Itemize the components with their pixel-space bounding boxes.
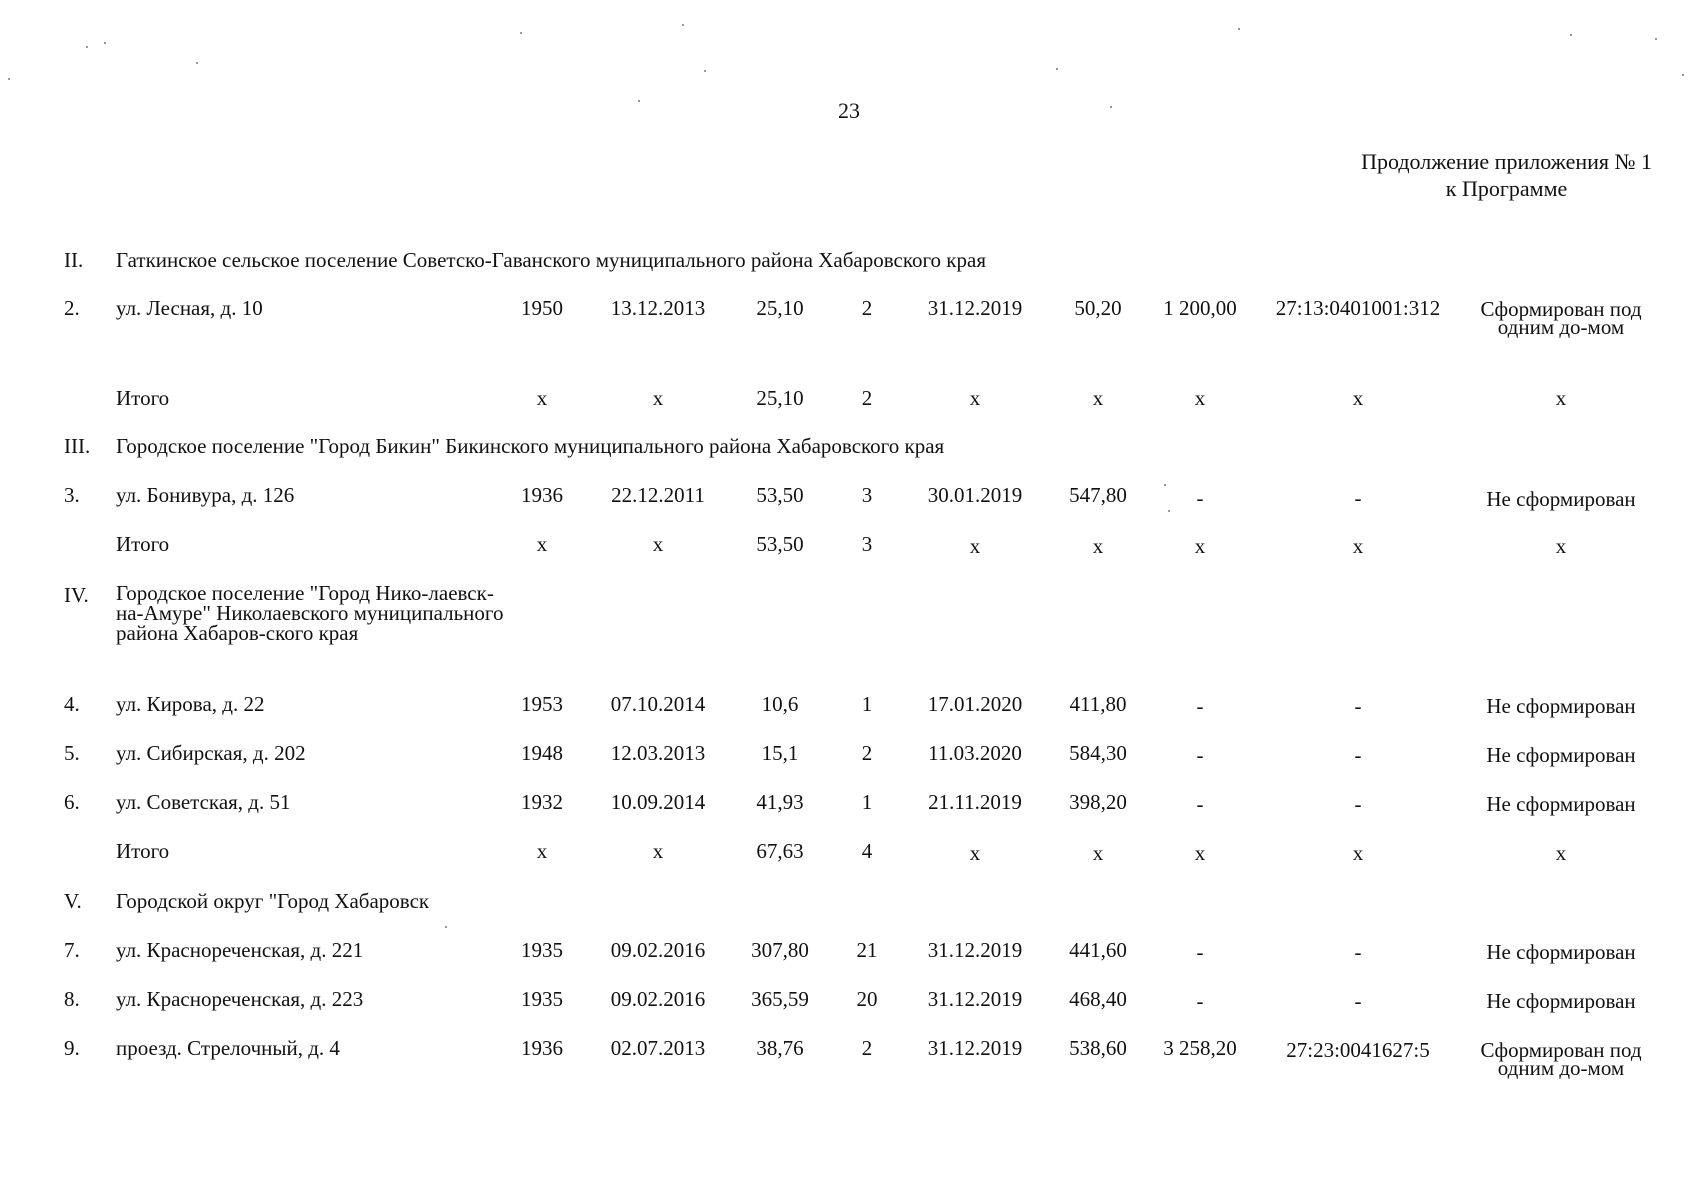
row-land-status: Сформирован под одним до-мом (1480, 1038, 1642, 1080)
row-address: ул. Сибирская, д. 202 (116, 741, 306, 765)
scan-speck (104, 42, 106, 44)
row-year: 1935 (521, 938, 563, 962)
total-residents: 3 (861, 532, 873, 556)
row-residents: 1 (861, 692, 873, 716)
scan-speck (1570, 34, 1572, 36)
row-address: ул. Советская, д. 51 (116, 790, 291, 814)
row-residents: 2 (861, 1036, 873, 1060)
scan-speck (520, 32, 522, 34)
total-cost: x (1092, 841, 1104, 865)
row-address: ул. Бонивура, д. 126 (116, 483, 295, 507)
total-cadastre-number: x (1352, 534, 1364, 558)
row-land-status: Не сформирован (1486, 940, 1636, 964)
total-cost: x (1092, 534, 1104, 558)
row-land-area: - (1196, 989, 1204, 1013)
total-residents: 2 (861, 386, 873, 410)
row-recognition-date: 22.12.2011 (611, 483, 705, 507)
row-number: 4. (64, 692, 80, 716)
row-recognition-date: 09.02.2016 (610, 938, 706, 962)
section-title: Гаткинское сельское поселение Советско-Гаванского муниципального района Хабаровского края (116, 248, 986, 272)
row-resettlement-date: 11.03.2020 (928, 741, 1022, 765)
section-number: II. (64, 248, 84, 272)
row-residents: 2 (861, 741, 873, 765)
row-cadastre-number: - (1354, 694, 1362, 718)
row-land-status: Сформирован под одним до-мом (1480, 297, 1642, 339)
total-year: x (536, 839, 548, 863)
row-residents: 1 (861, 790, 873, 814)
scan-speck (1110, 106, 1112, 108)
total-area: 53,50 (756, 532, 804, 556)
total-land-area: x (1194, 534, 1206, 558)
page-number: 23 (838, 98, 860, 123)
section-number: V. (64, 889, 82, 913)
total-area: 25,10 (756, 386, 804, 410)
section-title: Городское поселение "Город Бикин" Бикинского муниципального района Хабаровского края (116, 434, 945, 458)
row-number: 3. (64, 483, 80, 507)
appendix-line-1: Продолжение приложения № 1 (1361, 149, 1652, 174)
total-label: Итого (116, 839, 170, 863)
total-year: x (536, 532, 548, 556)
row-land-area: - (1196, 743, 1204, 767)
total-resettlement-date: x (969, 841, 981, 865)
row-land-area: - (1196, 694, 1204, 718)
total-recognition-date: x (652, 839, 664, 863)
total-year: x (536, 386, 548, 410)
row-land-status: Не сформирован (1486, 792, 1636, 816)
row-number: 2. (64, 296, 80, 320)
row-residents: 20 (856, 987, 878, 1011)
row-land-area: - (1196, 486, 1204, 510)
scan-speck (445, 926, 447, 928)
total-label: Итого (116, 532, 170, 556)
scan-speck (1682, 74, 1684, 76)
row-resettlement-date: 31.12.2019 (927, 296, 1023, 320)
row-address: ул. Кирова, д. 22 (116, 692, 265, 716)
section-title: Городской округ "Город Хабаровск (116, 889, 430, 913)
row-area: 365,59 (751, 987, 809, 1011)
row-year: 1936 (521, 483, 563, 507)
scan-speck (1056, 68, 1058, 70)
row-cost: 398,20 (1069, 790, 1127, 814)
row-year: 1936 (521, 1036, 563, 1060)
row-address: проезд. Стрелочный, д. 4 (116, 1036, 340, 1060)
row-area: 41,93 (756, 790, 804, 814)
total-cadastre-number: x (1352, 386, 1364, 410)
row-land-status: Не сформирован (1486, 487, 1636, 511)
row-land-status: Не сформирован (1486, 694, 1636, 718)
row-cadastre-number: - (1354, 792, 1362, 816)
total-resettlement-date: x (969, 534, 981, 558)
row-recognition-date: 09.02.2016 (610, 987, 706, 1011)
scan-speck (1655, 38, 1657, 40)
total-cost: x (1092, 386, 1104, 410)
row-cadastre-number: - (1354, 940, 1362, 964)
row-address: ул. Краснореченская, д. 223 (116, 987, 364, 1011)
row-resettlement-date: 31.12.2019 (927, 987, 1023, 1011)
total-land-status: x (1555, 386, 1567, 410)
total-recognition-date: x (652, 386, 664, 410)
row-area: 25,10 (756, 296, 804, 320)
row-cadastre-number: - (1354, 989, 1362, 1013)
row-recognition-date: 13.12.2013 (610, 296, 706, 320)
total-cadastre-number: x (1352, 841, 1364, 865)
row-residents: 2 (861, 296, 873, 320)
row-number: 6. (64, 790, 80, 814)
appendix-line-2: к Программе (1445, 176, 1568, 201)
row-year: 1932 (521, 790, 563, 814)
row-land-status: Не сформирован (1486, 989, 1636, 1013)
total-land-area: x (1194, 386, 1206, 410)
section-title: Городское поселение "Город Нико-лаевск-на-Амуре" Николаевского муниципального района Хабаров-ского края (116, 581, 504, 645)
scan-speck (1164, 484, 1166, 486)
row-cost: 468,40 (1069, 987, 1127, 1011)
row-area: 53,50 (756, 483, 804, 507)
total-land-status: x (1555, 841, 1567, 865)
row-cadastre-number: 27:23:0041627:5 (1286, 1038, 1430, 1062)
total-recognition-date: x (652, 532, 664, 556)
row-land-status: Не сформирован (1486, 743, 1636, 767)
row-area: 15,1 (761, 741, 799, 765)
row-number: 7. (64, 938, 80, 962)
row-recognition-date: 02.07.2013 (610, 1036, 706, 1060)
row-number: 9. (64, 1036, 80, 1060)
row-cost: 547,80 (1069, 483, 1127, 507)
row-residents: 3 (861, 483, 873, 507)
row-cadastre-number: - (1354, 743, 1362, 767)
section-number: III. (64, 434, 91, 458)
row-resettlement-date: 30.01.2019 (927, 483, 1023, 507)
row-cost: 441,60 (1069, 938, 1127, 962)
scan-speck (704, 70, 706, 72)
row-area: 10,6 (761, 692, 799, 716)
row-recognition-date: 10.09.2014 (610, 790, 706, 814)
scan-speck (1168, 510, 1170, 512)
scan-speck (8, 78, 10, 80)
row-cost: 584,30 (1069, 741, 1127, 765)
scan-speck (196, 62, 198, 64)
total-residents: 4 (861, 839, 873, 863)
row-number: 8. (64, 987, 80, 1011)
row-land-area: 1 200,00 (1163, 296, 1237, 320)
row-resettlement-date: 17.01.2020 (927, 692, 1023, 716)
row-area: 307,80 (751, 938, 809, 962)
row-resettlement-date: 21.11.2019 (928, 790, 1022, 814)
row-year: 1950 (521, 296, 563, 320)
row-address: ул. Краснореченская, д. 221 (116, 938, 364, 962)
row-address: ул. Лесная, д. 10 (116, 296, 263, 320)
scan-speck (682, 24, 684, 26)
row-year: 1935 (521, 987, 563, 1011)
row-residents: 21 (856, 938, 878, 962)
scan-speck (638, 100, 640, 102)
row-resettlement-date: 31.12.2019 (927, 1036, 1023, 1060)
section-number: IV. (64, 583, 89, 607)
row-cadastre-number: 27:13:0401001:312 (1275, 296, 1441, 320)
row-area: 38,76 (756, 1036, 804, 1060)
row-recognition-date: 07.10.2014 (610, 692, 706, 716)
row-cost: 411,80 (1069, 692, 1127, 716)
row-cost: 538,60 (1069, 1036, 1127, 1060)
total-label: Итого (116, 386, 170, 410)
row-land-area: - (1196, 940, 1204, 964)
row-year: 1948 (521, 741, 563, 765)
scan-speck (1238, 28, 1240, 30)
row-land-area: - (1196, 792, 1204, 816)
row-cost: 50,20 (1074, 296, 1122, 320)
row-year: 1953 (521, 692, 563, 716)
total-resettlement-date: x (969, 386, 981, 410)
total-land-status: x (1555, 534, 1567, 558)
total-land-area: x (1194, 841, 1206, 865)
row-resettlement-date: 31.12.2019 (927, 938, 1023, 962)
row-number: 5. (64, 741, 80, 765)
row-land-area: 3 258,20 (1163, 1036, 1237, 1060)
row-recognition-date: 12.03.2013 (610, 741, 706, 765)
row-cadastre-number: - (1354, 486, 1362, 510)
scan-speck (86, 46, 88, 48)
total-area: 67,63 (756, 839, 804, 863)
appendix-note (1361, 148, 1652, 202)
